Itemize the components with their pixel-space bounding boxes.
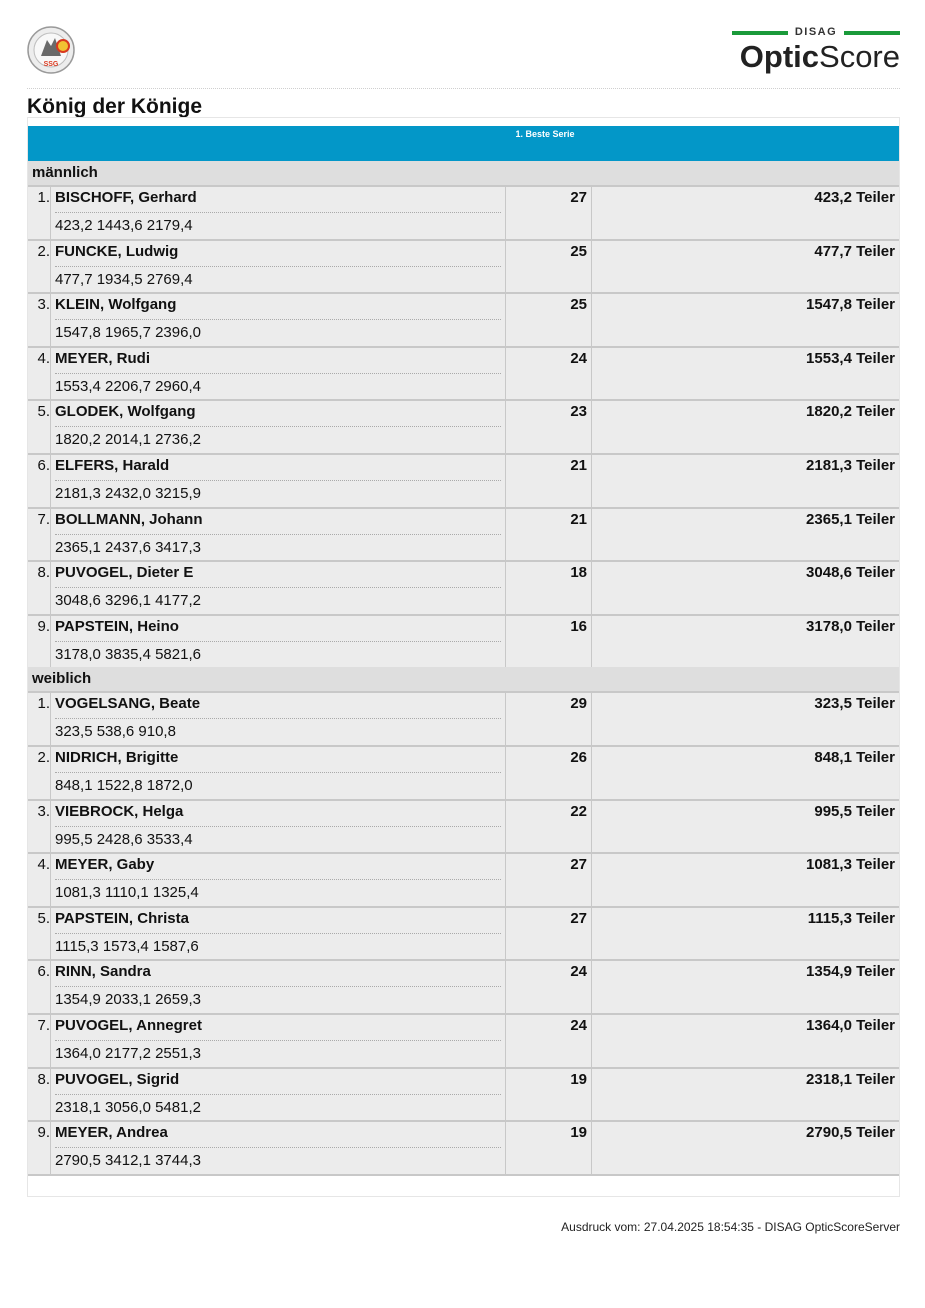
print-footer: Ausdruck vom: 27.04.2025 18:54:35 - DISAG OpticScoreServer [561, 1220, 900, 1234]
rank-cell: 4. [37, 349, 50, 367]
best-series-score: 19 [570, 1070, 587, 1088]
name-cell [50, 854, 505, 906]
series-values: 995,5 2428,6 3533,4 [55, 830, 193, 848]
best-series-score: 16 [570, 617, 587, 635]
series-values: 423,2 1443,6 2179,4 [55, 217, 193, 234]
table-row [28, 959, 899, 1013]
best-series-score: 29 [570, 695, 587, 713]
score-cell [505, 509, 592, 561]
teiler-value: 2365,1 Teiler [806, 510, 895, 528]
group-label: männlich [32, 164, 98, 181]
rank-cell: 5. [37, 403, 50, 421]
rank-cell: 8. [37, 564, 50, 582]
shooter-name: PAPSTEIN, Heino [55, 617, 179, 635]
score-cell [505, 562, 592, 614]
name-cell [50, 1015, 505, 1067]
row-dotted-divider [55, 718, 501, 719]
teiler-value: 3178,0 Teiler [806, 617, 895, 635]
score-cell [505, 908, 592, 960]
score-cell [505, 1015, 592, 1067]
rank-cell: 9. [37, 617, 50, 635]
row-dotted-divider [55, 212, 501, 213]
table-row [28, 852, 899, 906]
name-cell [50, 1069, 505, 1121]
best-series-score: 25 [570, 242, 587, 260]
series-values: 2181,3 2432,0 3215,9 [55, 485, 201, 502]
name-cell [50, 348, 505, 400]
rank-cell: 9. [37, 1124, 50, 1142]
row-dotted-divider [55, 879, 501, 880]
best-series-score: 21 [570, 510, 587, 528]
column-header-best-series: 1. Beste Serie [515, 129, 575, 139]
teiler-value: 1115,3 Teiler [807, 909, 895, 927]
rank-cell: 6. [37, 963, 50, 981]
series-values: 2790,5 3412,1 3744,3 [55, 1152, 201, 1170]
shooter-name: FUNCKE, Ludwig [55, 242, 179, 260]
shooter-name: VOGELSANG, Beate [55, 695, 201, 713]
row-dotted-divider [55, 534, 501, 535]
teiler-value: 3048,6 Teiler [806, 564, 895, 582]
rank-cell: 5. [37, 909, 50, 927]
name-cell [50, 961, 505, 1013]
series-values: 323,5 538,6 910,8 [55, 723, 176, 741]
shooter-name: ELFERS, Harald [55, 457, 170, 474]
rank-cell: 6. [37, 457, 50, 474]
name-cell [50, 401, 505, 453]
best-series-score: 27 [570, 189, 587, 206]
best-series-score: 18 [570, 564, 587, 582]
score-cell [505, 401, 592, 453]
table-header [28, 126, 899, 161]
table-row [28, 185, 899, 239]
best-series-score: 24 [570, 349, 587, 367]
series-values: 477,7 1934,5 2769,4 [55, 270, 193, 288]
score-cell [505, 455, 592, 507]
brand-optic: Optic [739, 39, 820, 74]
series-values: 1820,2 2014,1 2736,2 [55, 431, 201, 449]
name-cell [50, 187, 505, 239]
series-values: 3048,6 3296,1 4177,2 [55, 592, 201, 610]
name-cell [50, 455, 505, 507]
shooter-name: KLEIN, Wolfgang [55, 296, 177, 314]
name-cell [50, 801, 505, 853]
shooter-name: BISCHOFF, Gerhard [55, 189, 197, 206]
table-row [28, 399, 899, 453]
table-row [28, 560, 899, 614]
name-cell [50, 693, 505, 745]
row-dotted-divider [55, 1094, 501, 1095]
teiler-value: 1820,2 Teiler [806, 403, 895, 421]
best-series-score: 27 [570, 909, 587, 927]
teiler-value: 1354,9 Teiler [806, 963, 895, 981]
shooter-name: PAPSTEIN, Christa [55, 909, 189, 927]
teiler-value: 423,2 Teiler [814, 189, 895, 206]
table-row [28, 906, 899, 960]
score-cell [505, 187, 592, 239]
row-dotted-divider [55, 1147, 501, 1148]
best-series-score: 23 [570, 403, 587, 421]
score-cell [505, 1122, 592, 1174]
row-dotted-divider [55, 266, 501, 267]
teiler-value: 477,7 Teiler [814, 242, 895, 260]
table-row [28, 239, 899, 293]
teiler-value: 995,5 Teiler [814, 802, 895, 820]
teiler-value: 2790,5 Teiler [806, 1124, 895, 1142]
row-dotted-divider [55, 641, 501, 642]
best-series-score: 26 [570, 749, 587, 766]
best-series-score: 24 [570, 1017, 587, 1034]
table-row [28, 691, 899, 745]
shooter-name: GLODEK, Wolfgang [55, 403, 196, 421]
row-dotted-divider [55, 1040, 501, 1041]
name-cell [50, 1122, 505, 1174]
best-series-score: 19 [570, 1124, 587, 1142]
name-cell [50, 908, 505, 960]
group-header [28, 161, 899, 185]
score-cell [505, 801, 592, 853]
table-row [28, 1013, 899, 1067]
series-values: 1081,3 1110,1 1325,4 [55, 884, 199, 902]
teiler-value: 1547,8 Teiler [806, 296, 895, 314]
row-dotted-divider [55, 986, 501, 987]
score-cell [505, 854, 592, 906]
teiler-value: 848,1 Teiler [814, 749, 895, 766]
score-cell [505, 294, 592, 346]
header-divider [27, 88, 900, 89]
rank-cell: 1. [37, 189, 50, 206]
best-series-score: 27 [570, 856, 587, 874]
results-table [27, 117, 900, 1197]
shooter-name: RINN, Sandra [55, 963, 151, 981]
best-series-score: 25 [570, 296, 587, 314]
series-values: 1547,8 1965,7 2396,0 [55, 324, 201, 342]
group-label: weiblich [32, 670, 92, 688]
row-dotted-divider [55, 426, 501, 427]
series-values: 1354,9 2033,1 2659,3 [55, 991, 201, 1009]
table-row [28, 1067, 899, 1121]
rank-cell: 2. [37, 242, 50, 260]
table-bottom-line [28, 1174, 899, 1176]
table-row [28, 614, 899, 668]
page-header [27, 22, 900, 88]
table-row [28, 799, 899, 853]
shooter-name: PUVOGEL, Sigrid [55, 1070, 180, 1088]
name-cell [50, 562, 505, 614]
brand-score: Score [819, 39, 900, 74]
row-dotted-divider [55, 772, 501, 773]
row-dotted-divider [55, 826, 501, 827]
name-cell [50, 241, 505, 293]
series-values: 848,1 1522,8 1872,0 [55, 777, 193, 794]
row-dotted-divider [55, 373, 501, 374]
row-dotted-divider [55, 587, 501, 588]
shooter-name: VIEBROCK, Helga [55, 802, 184, 820]
teiler-value: 2181,3 Teiler [806, 457, 895, 474]
rank-cell: 7. [37, 1017, 50, 1034]
table-row [28, 507, 899, 561]
teiler-value: 1364,0 Teiler [806, 1017, 895, 1034]
series-values: 3178,0 3835,4 5821,6 [55, 645, 201, 663]
best-series-score: 21 [570, 457, 587, 474]
score-cell [505, 961, 592, 1013]
group-header [28, 667, 899, 691]
score-cell [505, 616, 592, 668]
series-values: 2365,1 2437,6 3417,3 [55, 538, 201, 556]
score-cell [505, 747, 592, 799]
page-title: König der Könige [27, 95, 202, 118]
rank-cell: 1. [37, 695, 50, 713]
club-logo-icon [27, 26, 75, 74]
teiler-value: 2318,1 Teiler [806, 1070, 895, 1088]
shooter-name: PUVOGEL, Dieter E [55, 564, 194, 582]
score-cell [505, 241, 592, 293]
rank-cell: 8. [37, 1070, 50, 1088]
table-row [28, 1120, 899, 1174]
name-cell [50, 747, 505, 799]
series-values: 2318,1 3056,0 5481,2 [55, 1098, 201, 1116]
score-cell [505, 348, 592, 400]
shooter-name: NIDRICH, Brigitte [55, 749, 179, 766]
table-row [28, 453, 899, 507]
shooter-name: MEYER, Andrea [55, 1124, 168, 1142]
rank-cell: 4. [37, 856, 50, 874]
disag-opticscore-logo [730, 26, 900, 86]
score-cell [505, 1069, 592, 1121]
table-row [28, 292, 899, 346]
teiler-value: 323,5 Teiler [814, 695, 895, 713]
shooter-name: PUVOGEL, Annegret [55, 1017, 202, 1034]
best-series-score: 24 [570, 963, 587, 981]
brand-disag-label: DISAG [794, 26, 838, 38]
series-values: 1115,3 1573,4 1587,6 [55, 937, 199, 955]
teiler-value: 1081,3 Teiler [806, 856, 895, 874]
rank-cell: 7. [37, 510, 50, 528]
name-cell [50, 616, 505, 668]
table-row [28, 346, 899, 400]
row-dotted-divider [55, 319, 501, 320]
rank-cell: 3. [37, 296, 50, 314]
series-values: 1364,0 2177,2 2551,3 [55, 1045, 201, 1062]
row-dotted-divider [55, 933, 501, 934]
best-series-score: 22 [570, 802, 587, 820]
shooter-name: BOLLMANN, Johann [55, 510, 203, 528]
teiler-value: 1553,4 Teiler [806, 349, 895, 367]
rank-cell: 3. [37, 802, 50, 820]
score-cell [505, 693, 592, 745]
name-cell [50, 509, 505, 561]
club-logo-label: SSG [43, 61, 59, 68]
rank-cell: 2. [37, 749, 50, 766]
brand-wordmark [740, 39, 900, 75]
name-cell [50, 294, 505, 346]
shooter-name: MEYER, Gaby [55, 856, 155, 874]
shooter-name: MEYER, Rudi [55, 349, 151, 367]
series-values: 1553,4 2206,7 2960,4 [55, 377, 201, 395]
table-row [28, 745, 899, 799]
row-dotted-divider [55, 480, 501, 481]
